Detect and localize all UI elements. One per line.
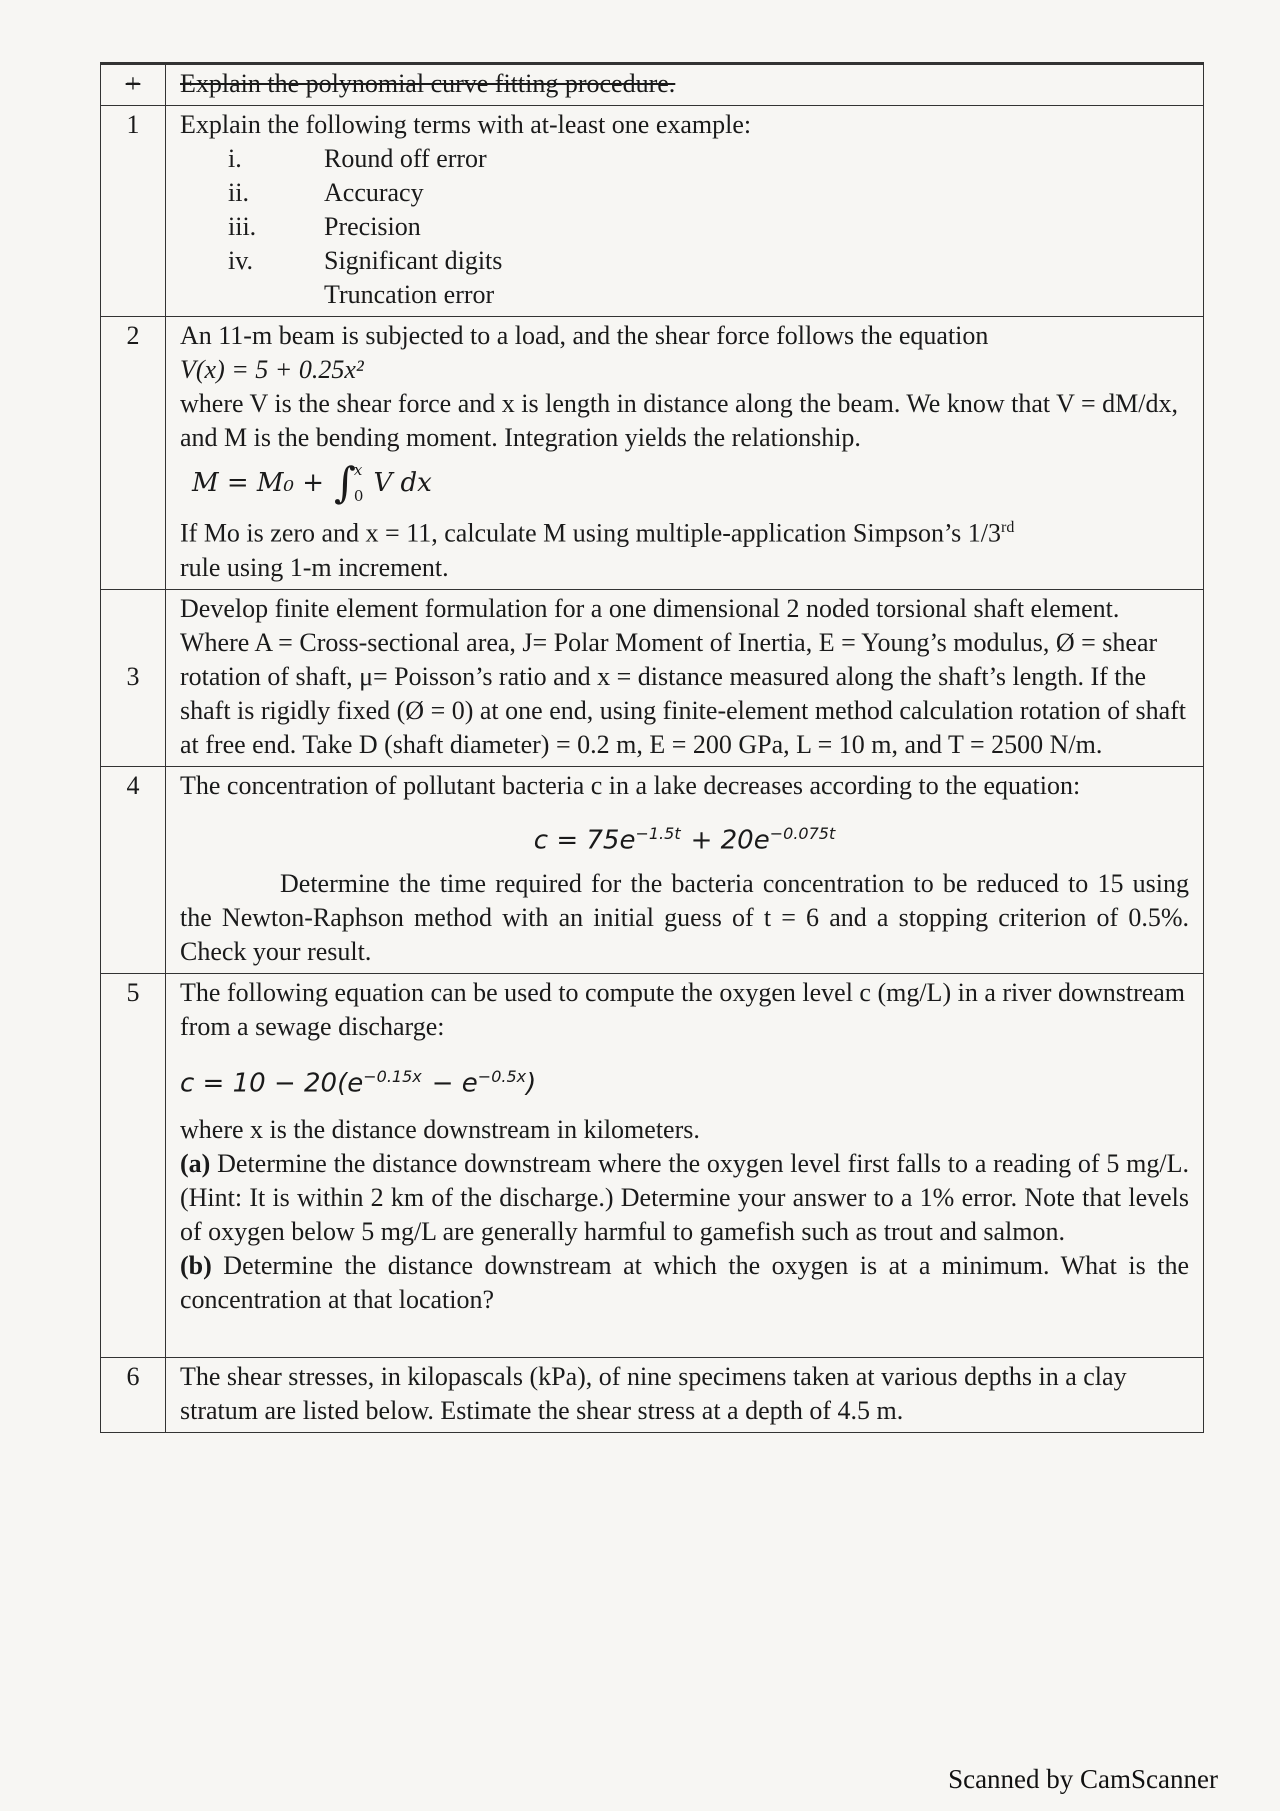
question-part-b xyxy=(180,1249,1189,1317)
question-text xyxy=(166,589,1204,766)
term-label: Round off error xyxy=(324,144,487,173)
question-line: The shear stresses, in kilopascals (kPa), of nine specimens taken at various depths in a clay stratum are listed below. Estimate the shear stress at a depth of 4.5 m. xyxy=(180,1361,1127,1425)
question-text xyxy=(166,106,1204,317)
question-text xyxy=(166,974,1204,1358)
term-list xyxy=(228,142,1189,312)
part-label: (b) xyxy=(180,1250,212,1280)
term-numeral: i. xyxy=(228,144,242,173)
shear-equation: V(x) = 5 + 0.25x² xyxy=(180,355,364,384)
integral-limits xyxy=(354,461,364,505)
question-text xyxy=(166,317,1204,590)
formula-base: − e xyxy=(431,1068,478,1099)
question-table xyxy=(100,64,1204,1433)
question-text xyxy=(166,766,1204,974)
formula-base: + 20e xyxy=(690,825,770,856)
formula-rhs: V dx xyxy=(373,468,432,498)
term-numeral: iii. xyxy=(228,212,257,241)
question-row-4 xyxy=(101,766,1204,974)
question-sheet xyxy=(100,62,1204,1433)
formula-exponent: −1.5t xyxy=(635,823,681,843)
part-label: (a) xyxy=(180,1148,211,1178)
formula-lhs: M = M₀ + xyxy=(192,468,325,498)
formula-exponent: −0.15x xyxy=(363,1067,422,1087)
concentration-formula xyxy=(180,817,1189,858)
moment-formula xyxy=(192,458,1189,507)
question-line: Where A = Cross-sectional area, J= Polar Moment of Inertia, E = Young’s modulus, Ø = shear rotation of shaft, μ= Poisson’s ratio and x = distance measured along the shaft’s length. If the shaft is rigidly fixed (Ø = 0) at one end, using finite-element method calculation rotation of shaft at free end. Take D (shaft diameter) = 0.2 m, E = 200 GPa, L = 10 m, and T = 2500 N/m. xyxy=(180,627,1187,759)
question-row-5 xyxy=(101,974,1204,1358)
question-line: where x is the distance downstream in kilometers. xyxy=(180,1114,700,1144)
question-row-3 xyxy=(101,589,1204,766)
formula-base: c = 75e xyxy=(533,825,636,856)
formula-term-b xyxy=(691,817,836,858)
question-line xyxy=(180,511,1189,551)
term-item xyxy=(228,176,1189,210)
struck-question: Explain the polynomial curve fitting procedure. xyxy=(180,69,676,98)
integral-upper-limit: x xyxy=(353,461,363,479)
part-text: Determine the distance downstream where the oxygen level first falls to a reading of 5 mg/L. (Hint: It is within 2 km of the discharge.) Determine your answer to a 1% error. Note that levels of oxygen below 5 mg/L are generally harmful to gamefish such as trout and salmon. xyxy=(180,1148,1189,1246)
term-label: Accuracy xyxy=(324,178,424,207)
formula-close: ) xyxy=(526,1068,537,1099)
integral-sign xyxy=(334,458,364,507)
question-row-1 xyxy=(101,106,1204,317)
question-line: An 11-m beam is subjected to a load, and the shear force follows the equation xyxy=(180,321,989,350)
term-numeral: iv. xyxy=(228,246,254,275)
question-line: The concentration of pollutant bacteria c in a lake decreases according to the equation: xyxy=(180,770,1081,800)
question-number: 1 xyxy=(101,106,166,317)
term-item xyxy=(228,244,1189,278)
formula-base: c = 10 − 20(e xyxy=(180,1068,364,1099)
question-line-text: If Mo is zero and x = 11, calculate M using multiple-application Simpson’s 1/3 xyxy=(180,518,1002,548)
question-number: + xyxy=(101,65,166,106)
question-number: 6 xyxy=(101,1357,166,1432)
question-number: 5 xyxy=(101,974,166,1358)
term-label: Precision xyxy=(324,212,421,241)
superscript: rd xyxy=(1001,519,1015,536)
formula-exponent: −0.075t xyxy=(769,823,836,843)
question-row-0 xyxy=(101,65,1204,106)
term-item xyxy=(228,142,1189,176)
term-extra: Truncation error xyxy=(324,280,495,309)
term-label: Significant digits xyxy=(324,246,503,275)
integral-symbol: ∫ xyxy=(334,458,356,507)
question-line: where V is the shear force and x is length in distance along the beam. We know that V = dM/dx, and M is the bending moment. Integration yields the relationship. xyxy=(180,389,1178,452)
question-number: 2 xyxy=(101,317,166,590)
question-intro: Explain the following terms with at-least one example: xyxy=(180,110,752,139)
question-part-a xyxy=(180,1147,1189,1249)
question-row-6 xyxy=(101,1357,1204,1432)
spacer xyxy=(180,1317,1189,1353)
formula-exponent: −0.5x xyxy=(477,1067,527,1087)
term-numeral: ii. xyxy=(228,178,249,207)
question-number: 4 xyxy=(101,766,166,974)
part-text: Determine the distance downstream at which the oxygen is at a minimum. What is the concentration at that location? xyxy=(180,1250,1189,1314)
integral-lower-limit: 0 xyxy=(353,487,364,505)
scanner-footer: Scanned by CamScanner xyxy=(948,1764,1218,1794)
question-line: Develop finite element formulation for a one dimensional 2 noded torsional shaft element. xyxy=(180,593,1120,623)
question-text xyxy=(166,65,1204,106)
formula-term-a xyxy=(534,817,681,858)
formula-term-b xyxy=(432,1060,537,1101)
term-item xyxy=(228,210,1189,244)
question-line: rule using 1-m increment. xyxy=(180,552,449,582)
formula-term-a xyxy=(180,1060,422,1101)
oxygen-formula xyxy=(180,1060,1189,1101)
question-text xyxy=(166,1357,1204,1432)
question-line: Determine the time required for the bacteria concentration to be reduced to 15 using the Newton-Raphson method with an initial guess of t = 6 and a stopping criterion of 0.5%. Check your result. xyxy=(180,869,1189,967)
question-number: 3 xyxy=(101,589,166,766)
question-row-2 xyxy=(101,317,1204,590)
question-line: The following equation can be used to compute the oxygen level c (mg/L) in a river downstream from a sewage discharge: xyxy=(180,978,1186,1042)
